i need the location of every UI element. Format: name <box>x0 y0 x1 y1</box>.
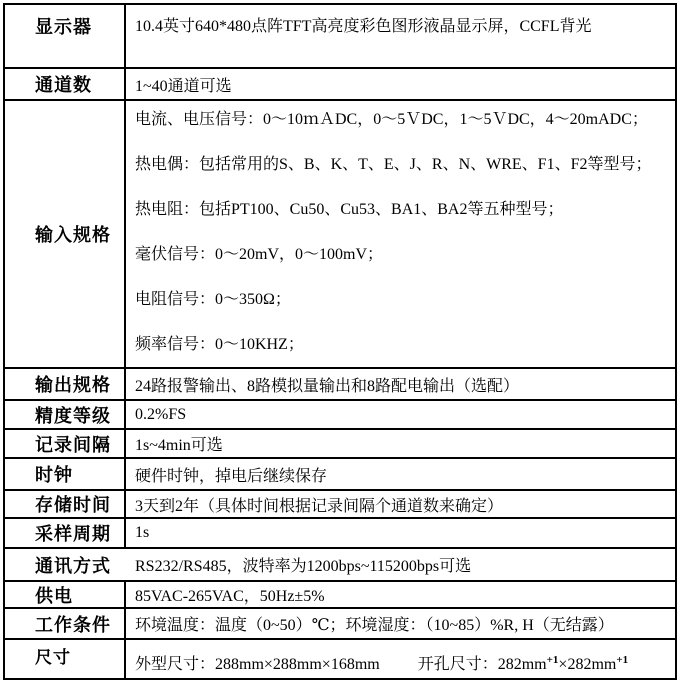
table-row-communication <box>5 549 675 582</box>
table-row-power-supply <box>5 582 675 609</box>
table-row-dimensions <box>5 640 675 678</box>
row-label-channels: 通道数 <box>5 69 126 99</box>
row-value-storage-time: 3天到2年（具体时间根据记录间隔个通道数来确定） <box>135 497 504 515</box>
hole-dimension-prefix: 开孔尺寸：282mm <box>417 656 547 673</box>
table-row-sample-period <box>5 519 675 549</box>
row-label-working-conditions: 工作条件 <box>5 609 126 638</box>
row-label-sample-period: 采样周期 <box>5 519 126 547</box>
hole-tolerance-1: +1 <box>546 654 559 666</box>
row-label-record-interval: 记录间隔 <box>5 430 126 457</box>
row-value-accuracy: 0.2%FS <box>135 405 187 423</box>
input-spec-line-frequency: 频率信号：0～10KHZ； <box>135 336 304 353</box>
row-label-dimensions: 尺寸 <box>5 640 126 678</box>
input-spec-line-resistance: 电阻信号：0～350Ω； <box>135 291 291 308</box>
hole-tolerance-2: +1 <box>616 654 629 666</box>
input-spec-line-rtd: 热电阻：包括PT100、Cu50、Cu53、BA1、BA2等五种型号； <box>135 201 564 218</box>
table-row-display <box>5 5 675 69</box>
row-value-record-interval: 1s~4min可选 <box>135 437 223 454</box>
row-value-communication: RS232/RS485，波特率为1200bps~115200bps可选 <box>135 558 472 575</box>
input-spec-line-current-voltage: 电流、电压信号：0～10ｍＡDC，0～5ＶDC，1～5ＶDC，4～20mADC； <box>135 111 648 128</box>
row-value-clock: 硬件时钟，掉电后继续保存 <box>135 467 328 485</box>
table-row-output-spec <box>5 369 675 401</box>
table-row-input-spec <box>5 101 675 369</box>
table-row-accuracy <box>5 401 675 430</box>
hole-dimension-mid: ×282mm <box>558 656 617 673</box>
row-label-input-spec: 输入规格 <box>5 101 126 367</box>
spec-table <box>3 3 677 680</box>
row-value-working-conditions: 环境温度：温度（0~50）℃；环境湿度：（10~85）%R, H（无结露） <box>135 617 614 634</box>
row-label-clock: 时钟 <box>5 459 126 489</box>
table-row-working-conditions <box>5 609 675 640</box>
row-label-storage-time: 存储时间 <box>5 491 126 517</box>
row-value-input-spec <box>126 101 675 367</box>
row-value-sample-period: 1s <box>135 524 150 541</box>
row-label-accuracy: 精度等级 <box>5 401 126 428</box>
row-value-power-supply: 85VAC-265VAC，50Hz±5% <box>135 588 325 605</box>
row-value-display: 10.4英寸640*480点阵TFT高亮度彩色图形液晶显示屏，CCFL背光 <box>135 18 592 35</box>
row-label-communication: 通讯方式 <box>35 555 111 576</box>
row-value-dimensions <box>126 640 675 678</box>
row-label-display: 显示器 <box>5 5 126 67</box>
row-label-output-spec: 输出规格 <box>5 369 126 399</box>
input-spec-line-thermocouple: 热电偶：包括常用的S、B、K、T、E、J、R、N、WRE、F1、F2等型号； <box>135 156 652 173</box>
row-value-channels: 1~40通道可选 <box>135 77 232 95</box>
table-row-record-interval <box>5 430 675 459</box>
outer-dimension: 外型尺寸：288mm×288mm×168mm <box>135 656 380 673</box>
table-row-channels <box>5 69 675 101</box>
hole-dimension <box>418 651 628 674</box>
row-label-power-supply: 供电 <box>5 582 126 607</box>
table-row-storage-time <box>5 491 675 519</box>
input-spec-line-millivolt: 毫伏信号：0～20mV，0～100mV； <box>135 246 384 263</box>
row-value-output-spec: 24路报警输出、8路模拟量输出和8路配电输出（选配） <box>135 377 520 395</box>
table-row-clock <box>5 459 675 491</box>
